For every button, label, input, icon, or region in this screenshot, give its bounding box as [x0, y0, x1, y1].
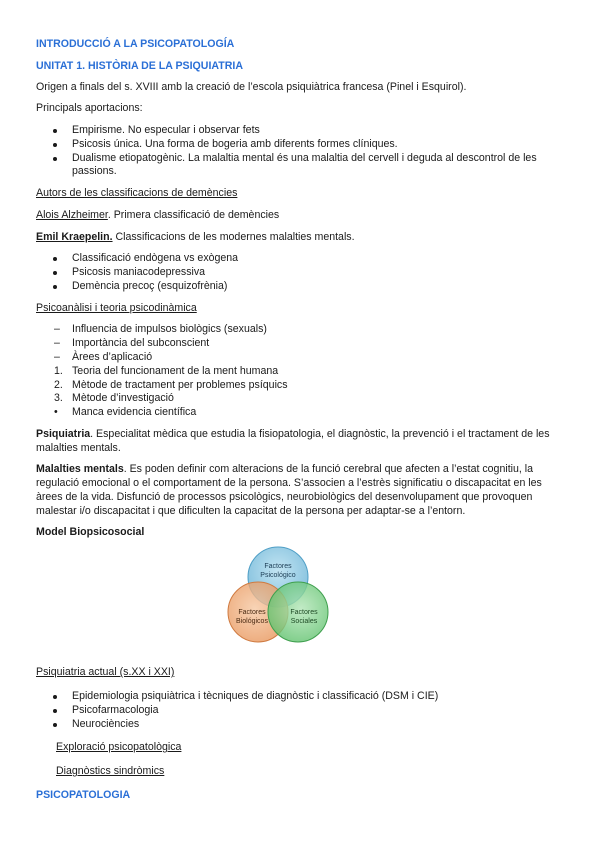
contributions-label: Principals aportacions: [36, 102, 143, 115]
list-item-text: Manca evidencia científica [72, 406, 197, 419]
kraepelin-name: Emil Kraepelin. [36, 230, 113, 243]
document-title: INTRODUCCIÓ A LA PSICOPATOLOGÍA [36, 38, 235, 50]
psychopathology-heading: PSICOPATOLOGIA [36, 788, 131, 801]
list-item: Epidemiologia psiquiàtrica i tècniques de diagnòstic i classificació (DSM i CIE) [36, 690, 564, 704]
social-label-line1: Factores [290, 609, 318, 617]
kraepelin-text: Classificacions de les modernes malalties mentals. [112, 230, 355, 243]
list-item-text: Àrees d’aplicació [72, 351, 153, 364]
psychiatry-text: . Especialitat mèdica que estudia la fisiopatologia, el diagnòstic, la prevenció i el tractament de les malalties mentals. [36, 427, 550, 454]
list-item: Classificació endògena vs exògena [36, 252, 564, 266]
unit-title: UNITAT 1. HISTÒRIA DE LA PSIQUIATRIA [36, 59, 243, 72]
list-item [36, 406, 564, 420]
psychiatry-paragraph [36, 428, 564, 456]
venn-diagram [222, 544, 334, 648]
list-marker: – [54, 351, 60, 364]
list-marker: – [54, 337, 60, 350]
authors-heading: Autors de les classificacions de demències [36, 187, 238, 200]
list-item [36, 323, 564, 337]
list-item-text: Influencia de impulsos biològics (sexuals) [72, 323, 267, 336]
contributions-list [36, 124, 564, 179]
current-psychiatry-heading: Psiquiatria actual (s.XX i XXI) [36, 666, 175, 679]
list-item [36, 351, 564, 365]
origin-paragraph: Origen a finals del s. XVIII amb la creació de l’escola psiquiàtrica francesa (Pinel i Esquirol). [36, 80, 467, 93]
bio-label-line2: Biológicos [236, 618, 268, 626]
list-marker: 3. [54, 392, 63, 405]
list-item-text: Mètode de tractament per problemes psíquics [72, 378, 288, 391]
list-item [36, 379, 564, 393]
list-item-text: Mètode d’investigació [72, 392, 174, 405]
document-page [36, 38, 564, 803]
kraepelin-paragraph [36, 231, 564, 245]
list-marker: 2. [54, 378, 63, 391]
bio-label-line1: Factores [238, 609, 266, 617]
list-marker: – [54, 323, 60, 336]
alzheimer-name: Alois Alzheimer [36, 208, 108, 221]
list-item-text: Teoria del funcionament de la ment humana [72, 364, 279, 377]
mental-illness-paragraph [36, 463, 564, 518]
list-item-text: Importància del subconscient [72, 337, 210, 350]
kraepelin-list [36, 252, 564, 293]
psychoanalysis-heading: Psicoanàlisi i teoria psicodinàmica [36, 301, 197, 314]
list-item: Demència precoç (esquizofrènia) [36, 280, 564, 294]
list-item [36, 337, 564, 351]
list-item: Psicosis maniacodepressiva [36, 266, 564, 280]
list-item: Neurociències [36, 718, 564, 732]
list-item: Empirisme. No especular i observar fets [36, 124, 564, 138]
social-label-line2: Sociales [290, 618, 318, 626]
list-marker: • [54, 406, 58, 419]
exploration-heading: Exploració psicopatològica [56, 741, 182, 754]
list-item: Psicosis única. Una forma de bogeria amb diferents formes clíniques. [36, 138, 564, 152]
alzheimer-text: . Primera classificació de demències [107, 208, 280, 221]
psychoanalysis-list [36, 323, 564, 419]
mental-illness-text: . Es poden definir com alteracions de la funció cerebral que afecten a l’estat cognitiu, la regulació emocional o el comportament de la persona. S’associen a l’estrès significatiu o discapacitat en les àrees de la vida. Disfunció de processos psicològics, neurobiològics del desenvolupament que provoquen malestar i/o discapacitat i que dificulten la capacitat de la persona per adaptar-se a l’entorn. [36, 463, 542, 517]
model-heading: Model Biopsicosocial [36, 526, 145, 539]
syndromic-heading: Diagnòstics sindròmics [56, 765, 165, 778]
psych-label-line2: Psicológico [260, 572, 296, 580]
list-marker: 1. [54, 364, 63, 377]
alzheimer-paragraph [36, 209, 564, 223]
psych-label-line1: Factores [264, 563, 292, 571]
current-psychiatry-list [36, 690, 564, 731]
list-item [36, 392, 564, 406]
biopsychosocial-diagram [36, 544, 564, 654]
psychiatry-term: Psiquiatria [36, 427, 91, 440]
mental-illness-term: Malalties mentals [36, 463, 124, 476]
list-item: Psicofarmacologia [36, 704, 564, 718]
list-item [36, 365, 564, 379]
list-item: Dualisme etiopatogènic. La malaltia mental és una malaltia del cervell i deguda al descontrol de les passions. [36, 152, 564, 180]
